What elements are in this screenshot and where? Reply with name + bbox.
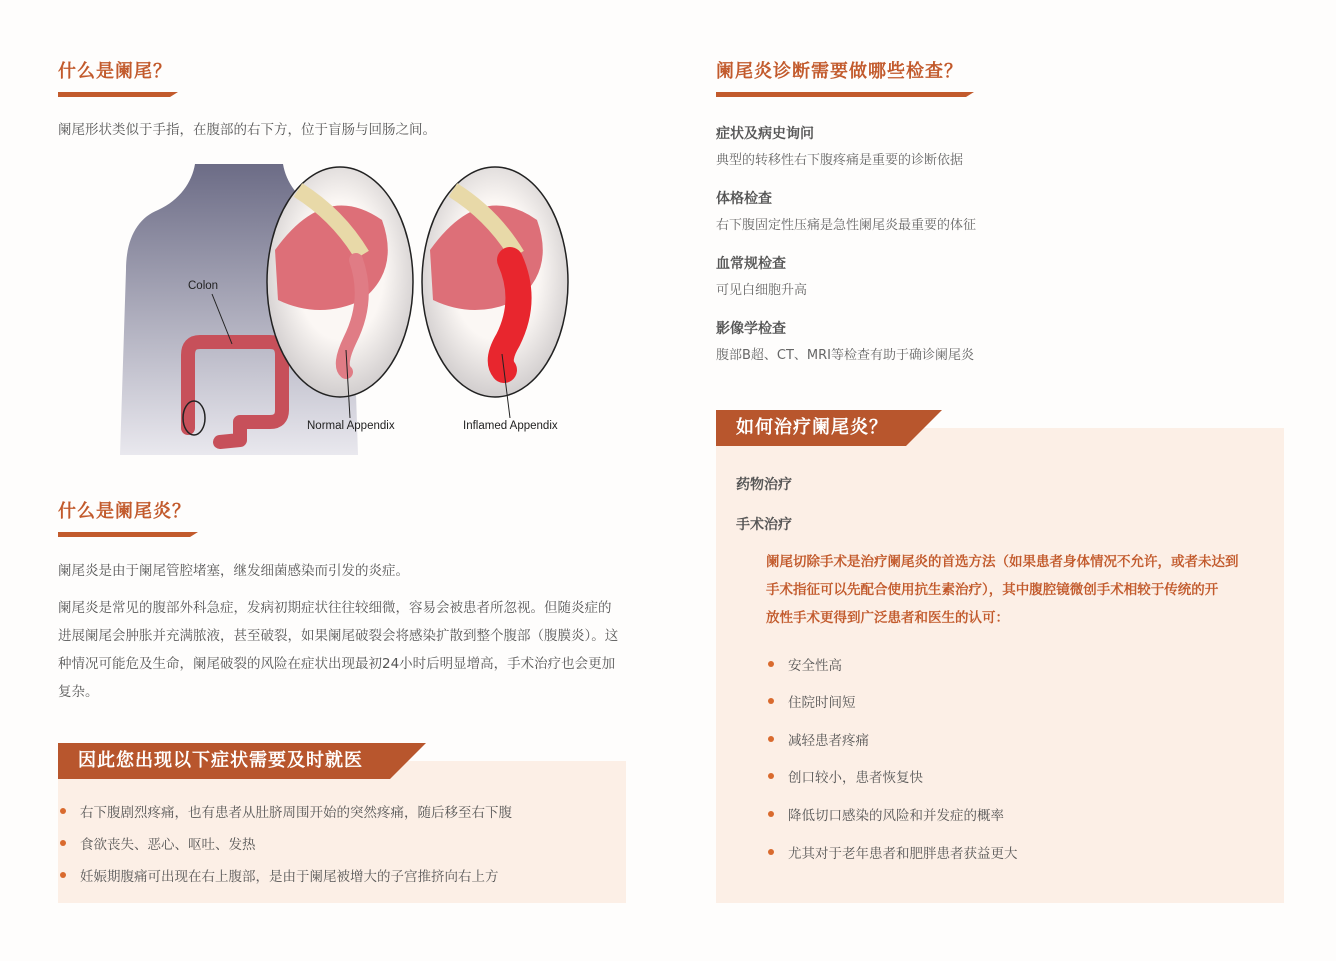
diagnosis-item-title: 体格检查 xyxy=(716,191,772,207)
benefit-item: 住院时间短 xyxy=(788,691,856,711)
appendix-description: 阑尾形状类似于手指，在腹部的右下方，位于盲肠与回肠之间。 xyxy=(58,122,436,138)
surgery-text-line-3: 放性手术更得到广泛患者和医生的认可： xyxy=(766,610,1009,626)
colon-label: Colon xyxy=(188,280,219,292)
symptom-item: 食欲丧失、恶心、呕吐、发热 xyxy=(80,833,256,853)
treatment-title: 如何治疗阑尾炎？ xyxy=(736,417,888,438)
surgery-label: 手术治疗 xyxy=(736,517,792,533)
benefit-item: 尤其对于老年患者和肥胖患者获益更大 xyxy=(788,842,1018,862)
symptom-item: 右下腹剧烈疼痛，也有患者从肚脐周围开始的突然疼痛，随后移至右下腹 xyxy=(80,801,512,821)
appendicitis-definition: 阑尾炎是由于阑尾管腔堵塞，继发细菌感染而引发的炎症。 xyxy=(58,563,409,579)
appendicitis-line-3: 种情况可能危及生命，阑尾破裂的风险在症状出现最初24小时后明显增高，手术治疗也会更加 xyxy=(58,656,616,672)
diagnosis-item-text: 可见白细胞升高 xyxy=(716,283,808,298)
inflamed-appendix-label: Inflamed Appendix xyxy=(463,420,558,432)
treatment-panel xyxy=(716,428,1284,903)
what-is-appendicitis-title: 什么是阑尾炎？ xyxy=(58,501,191,522)
appendicitis-line-4: 复杂。 xyxy=(58,684,99,700)
title-underline xyxy=(716,92,966,97)
symptoms-title: 因此您出现以下症状需要及时就医 xyxy=(78,750,363,771)
title-underline xyxy=(58,532,190,537)
drug-therapy-label: 药物治疗 xyxy=(736,477,792,493)
benefit-item: 安全性高 xyxy=(788,654,842,674)
appendicitis-line-1: 阑尾炎是常见的腹部外科急症，发病初期症状往往较细微，容易会被患者所忽视。但随炎症的 xyxy=(58,600,612,616)
what-is-appendix-title: 什么是阑尾？ xyxy=(58,61,172,82)
diagnosis-title: 阑尾炎诊断需要做哪些检查？ xyxy=(716,61,963,82)
benefit-item: 减轻患者疼痛 xyxy=(788,729,869,749)
appendicitis-line-2: 进展阑尾会肿胀并充满脓液，甚至破裂，如果阑尾破裂会将感染扩散到整个腹部（腹膜炎）。这 xyxy=(58,628,619,644)
surgery-text-line-2: 手术指征可以先配合使用抗生素治疗），其中腹腔镜微创手术相较于传统的开 xyxy=(766,582,1219,598)
diagnosis-item-text: 右下腹固定性压痛是急性阑尾炎最重要的体征 xyxy=(716,218,977,233)
diagnosis-item-title: 血常规检查 xyxy=(716,256,786,272)
diagnosis-item-text: 腹部B超、CT、MRI等检查有助于确诊阑尾炎 xyxy=(716,348,975,363)
symptom-item: 妊娠期腹痛可出现在右上腹部，是由于阑尾被增大的子宫推挤向右上方 xyxy=(80,865,499,885)
benefit-item: 降低切口感染的风险和并发症的概率 xyxy=(788,804,1004,824)
diagnosis-item-title: 症状及病史询问 xyxy=(716,126,814,142)
appendix-illustration xyxy=(100,160,590,455)
title-underline xyxy=(58,92,170,97)
symptoms-panel xyxy=(58,761,626,903)
diagnosis-item-text: 典型的转移性右下腹疼痛是重要的诊断依据 xyxy=(716,153,964,168)
benefit-item: 创口较小，患者恢复快 xyxy=(788,766,923,786)
diagnosis-item-title: 影像学检查 xyxy=(716,321,786,337)
normal-appendix-label: Normal Appendix xyxy=(307,420,395,432)
surgery-text-line-1: 阑尾切除手术是治疗阑尾炎的首选方法（如果患者身体情况不允许，或者未达到 xyxy=(766,554,1239,570)
